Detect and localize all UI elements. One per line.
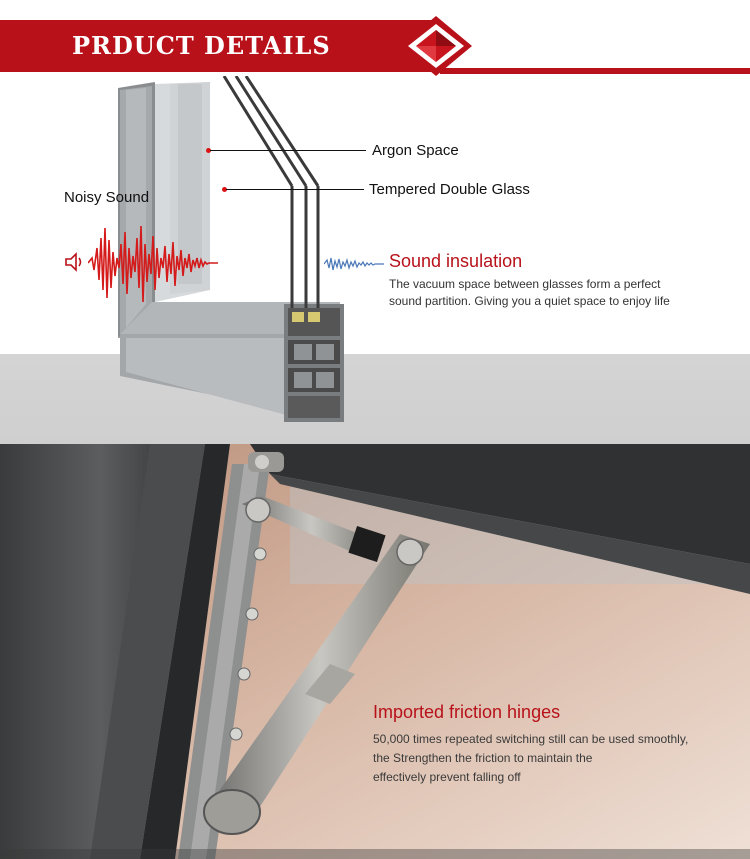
sound-insulation-section <box>0 76 750 444</box>
noisy-sound-label: Noisy Sound <box>64 189 150 206</box>
sound-desc-line-2: sound partition. Giving you a quiet space to enjoy life <box>389 294 670 308</box>
friction-hinge-photo <box>0 444 750 859</box>
page-title: PRDUCT DETAILS <box>72 31 331 60</box>
argon-space-label: Argon Space <box>372 142 459 159</box>
friction-hinge-section <box>0 444 750 859</box>
friction-hinges-description <box>373 730 733 787</box>
tempered-glass-label: Tempered Double Glass <box>369 181 530 198</box>
friction-hinges-title: Imported friction hinges <box>373 702 561 722</box>
argon-callout-line <box>210 150 366 151</box>
tempered-callout-line <box>226 189 364 190</box>
sound-desc-line-1: The vacuum space between glasses form a perfect <box>389 277 661 291</box>
muffled-wave-icon <box>324 254 384 274</box>
banner-underline <box>440 68 750 74</box>
header-banner <box>0 20 750 76</box>
diamond-emblem-icon <box>398 14 474 78</box>
sound-wave-icon <box>88 218 218 308</box>
sound-insulation-description <box>389 276 719 310</box>
hinge-desc-line-2: the Strengthen the friction to maintain the <box>373 751 593 765</box>
speaker-icon <box>64 252 86 272</box>
hinge-desc-line-1: 50,000 times repeated switching still can be used smoothly, <box>373 732 689 746</box>
hinge-desc-line-3: effectively prevent falling off <box>373 770 521 784</box>
sound-insulation-title: Sound insulation <box>389 251 523 271</box>
